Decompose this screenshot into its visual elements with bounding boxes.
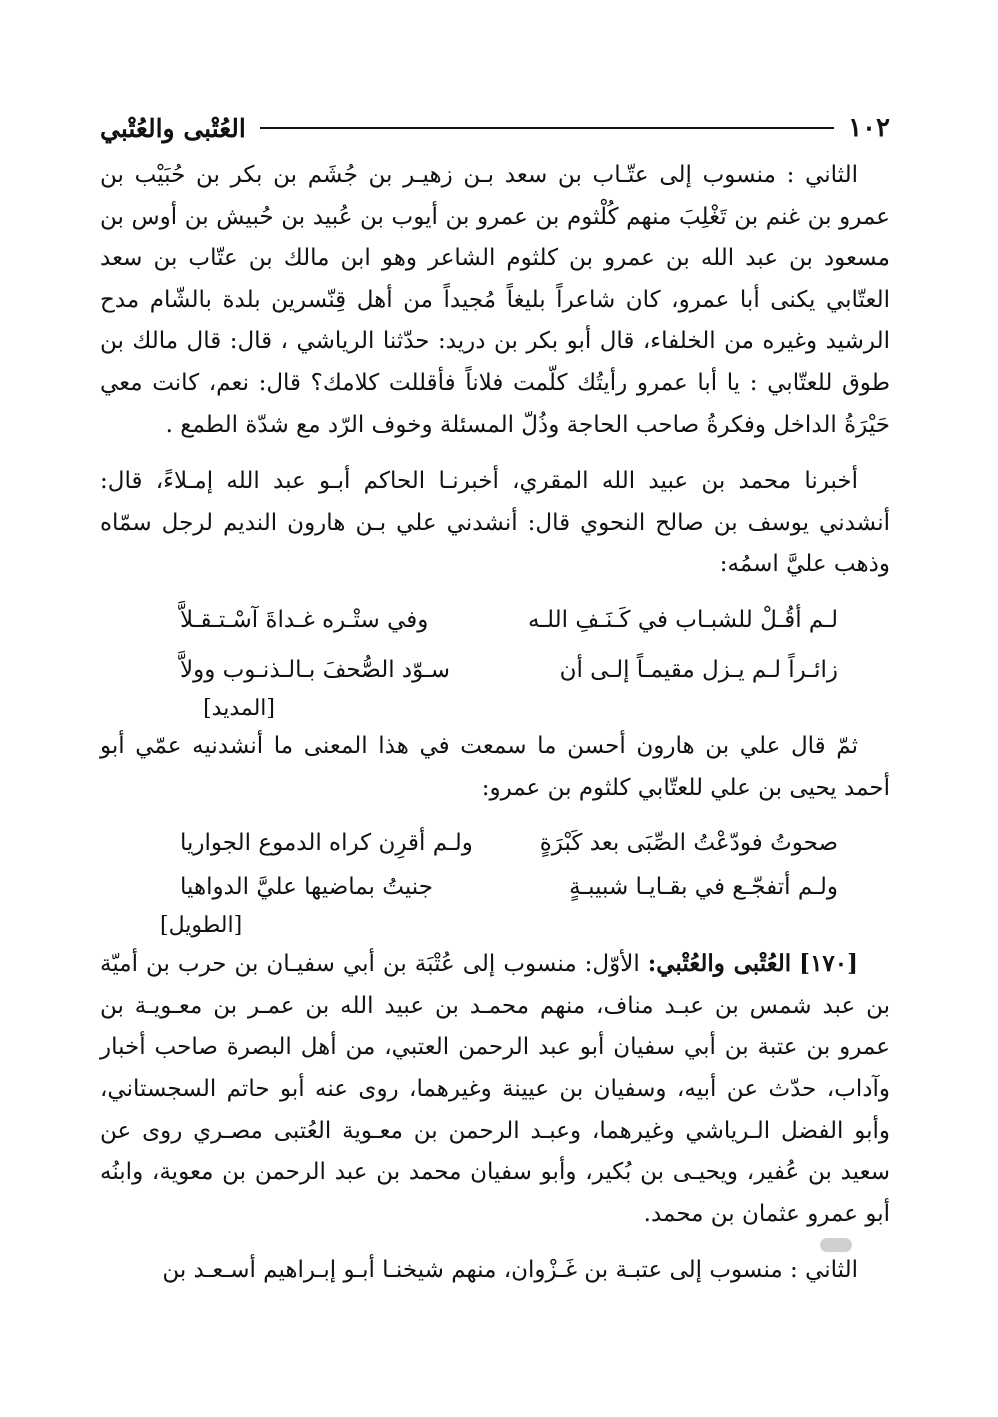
meter-label: [المديد] bbox=[203, 695, 275, 721]
first-hemistich: ولـم أتفجّـع في بقـايـا شبيبـةٍ bbox=[569, 874, 838, 901]
verse-line bbox=[100, 865, 890, 909]
first-hemistich: صحوتُ فودّعْتُ الصِّبَى بعد كَبْرَةٍ bbox=[539, 830, 838, 857]
first-hemistich: زائـراً لـم يـزل مقيمـاً إلـى أن bbox=[559, 656, 838, 683]
running-title: العُتْبى والعُتْبي bbox=[100, 113, 246, 143]
header-rule bbox=[260, 127, 834, 129]
paragraph-1: الثاني : منسوب إلى عتّـاب بن سعد بـن زهيـر بن جُشَم بن بكر بن حُبَيْب بن عمرو بن غنم بن تَغْلِبَ منهم كُلْثوم بن عمرو بن أيوب بن عُبيد بن حُبيش بن أوس بن مسعود بن عبد الله بن عمرو بن كلثوم الشاعر وهو ابن مالك بن عتّاب بن سعد العتّابي يكنى أبا عمرو، كان شاعراً بليغاً مُجيداً من أهل قِنّسرين بلدة بالشّام مدح الرشيد وغيره من الخلفاء، قال أبو بكر بن دريد: حدّثنا الرياشي ، قال: قال مالك بن طوق للعتّابي : يا أبا عمرو رأيتُك كلّمت فلاناً فأقللت كلامك؟ قال: نعم، كانت معي حَيْرَةُ الداخل وفكرةُ صاحب الحاجة وذُلّ المسئلة وخوف الرّد مع شدّة الطمع . bbox=[100, 162, 890, 438]
page-header bbox=[100, 108, 890, 148]
poem-2 bbox=[100, 821, 890, 943]
page-body bbox=[100, 155, 890, 1292]
second-hemistich: جنيتُ بماضيها عليَّ الدواهيا bbox=[180, 874, 433, 901]
paragraph-5: الثاني : منسوب إلى عتبـة بن غَـزْوان، منهم شيخنـا أبـو إبـراهيم أسـعـد بن bbox=[162, 1257, 858, 1284]
entry-text: الأوّل: منسوب إلى عُتْبَة بن أبي سفيـان بن حرب بن أميّة بن عبد شمس بن عبـد مناف، منهم محمـد بن عبيد الله بن عمـر بن معـويـة بن عمرو بن عتبة بن أبي سفيان أبو عبد الرحمن العتبي، من أهل البصرة صاحب أخبار وآداب، حدّث عن أبيه، وسفيان بن عيينة وغيرهما، روى عنه أبو حاتم السجستاني، وأبو الفضل الـرياشي وغيرهما، وعبـد الرحمن بن معـوية العُتبى مصـري روى عن سعيد بن عُفير، ويحيـى بن بُكير، وأبو سفيان محمد بن عبد الرحمن بن معوية، وابنُه أبو عمرو عثمان بن محمد. bbox=[100, 951, 890, 1227]
ink-smudge bbox=[820, 1238, 852, 1252]
paragraph-3: ثمّ قال علي بن هارون أحسن ما سمعت في هذا المعنى ما أنشدنيه عمّي أبو أحمد يحيى بن علي للعتّابي كلثوم بن عمرو: bbox=[100, 732, 890, 801]
page-number: ١٠٢ bbox=[848, 113, 890, 143]
verse-line bbox=[100, 648, 890, 692]
paragraph-4 bbox=[100, 943, 890, 1235]
first-hemistich: لـم أقُـلْ للشبـاب في كَـنَـفِ اللـه bbox=[527, 606, 838, 633]
meter-label: [الطويل] bbox=[160, 913, 243, 939]
paragraph-2: أخبرنا محمد بن عبيد الله المقري، أخبرنـا الحاكم أبـو عبد الله إمـلاءً، قال: أنشدني يوسف بن صالح النحوي قال: أنشدني علي بـن هارون النديم لرجل سمّاه وذهب عليَّ اسمُه: bbox=[100, 468, 890, 578]
entry-number: [١٧٠] bbox=[799, 950, 859, 978]
poem-1 bbox=[100, 598, 890, 726]
second-hemistich: ولـم أقرِن كراه الدموع الجواريا bbox=[180, 830, 473, 857]
verse-line bbox=[100, 598, 890, 642]
second-hemistich: سـوّد الصُّحفَ بـالـذنـوب وولاَّ bbox=[180, 656, 451, 683]
verse-line bbox=[100, 821, 890, 865]
second-hemistich: وفي ستْـره غـداةَ آسْـتـقـلاَّ bbox=[180, 606, 429, 633]
entry-term: العُتْبى والعُتْبي: bbox=[647, 950, 792, 978]
